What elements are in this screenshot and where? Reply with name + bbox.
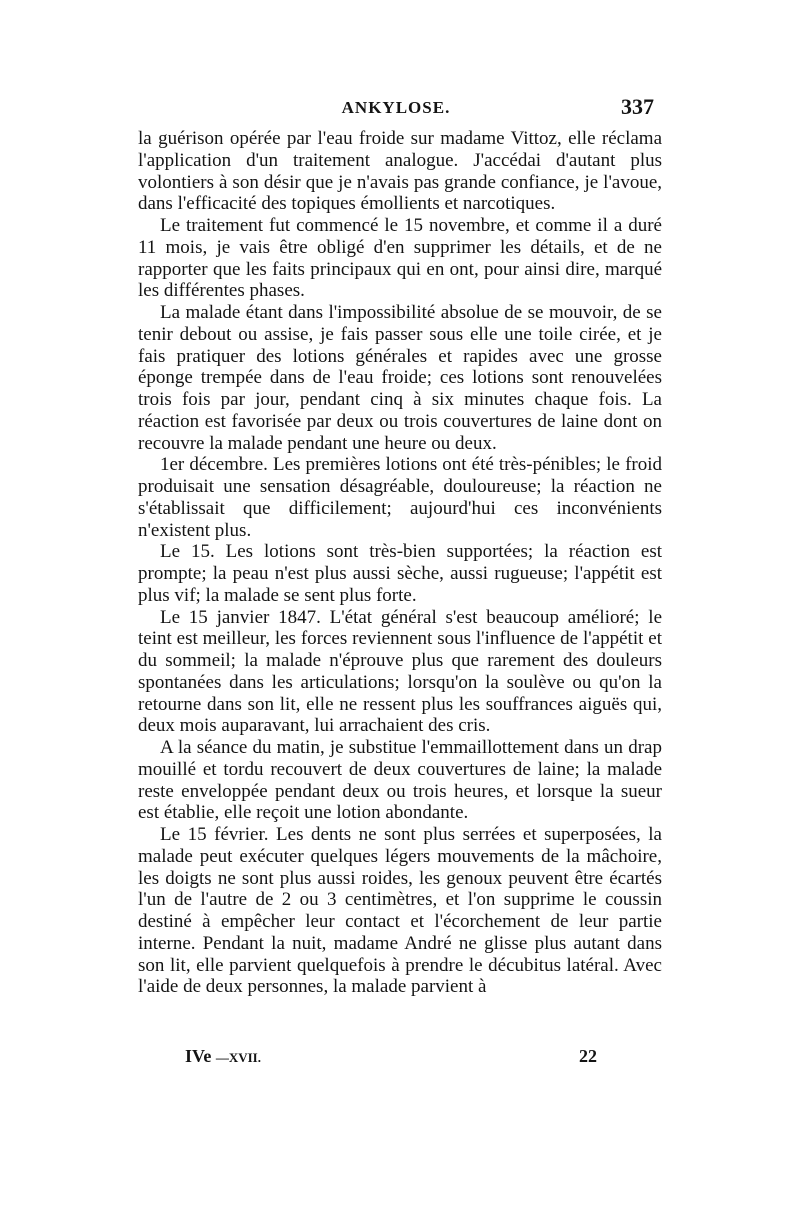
paragraph: A la séance du matin, je substitue l'emmaillottement dans un drap mouillé et tordu recouvert de deux couvertures de laine; la malade reste enveloppée pendant deux ou trois heures, et lorsque la sueur est établie, elle reçoit une lotion abondante. — [138, 737, 662, 824]
sheet-number: 22 — [579, 1046, 597, 1066]
page-footer — [185, 1046, 597, 1072]
signature-mark — [185, 1046, 261, 1067]
paragraph: Le 15 janvier 1847. L'état général s'est beaucoup amélioré; le teint est meilleur, les forces reviennent sous l'influence de l'appétit et du sommeil; la malade n'éprouve plus que rarement des douleurs spontanées dans les articulations; lorsqu'on la soulève ou qu'on la retourne dans son lit, elle ne ressent plus les souffrances aiguës qui, deux mois auparavant, lui arrachaient des cris. — [138, 606, 662, 737]
body-text — [138, 128, 662, 998]
paragraph: Le 15 février. Les dents ne sont plus serrées et superposées, la malade peut exécuter quelques légers mouvements de la mâchoire, les doigts ne sont plus aussi roides, les genoux peuvent être écartés l'un de l'autre de 2 ou 3 centimètres, et l'on supprime le coussin destiné à empêcher leur contact et l'écorchement de leur partie interne. Pendant la nuit, madame André ne glisse plus autant dans son lit, elle parvient quelquefois à prendre le décubitus latéral. Avec l'aide de deux personnes, la malade parvient à — [138, 824, 662, 998]
paragraph: la guérison opérée par l'eau froide sur madame Vittoz, elle réclama l'application d'un traitement analogue. J'accédai d'autant plus volontiers à son désir que je n'avais pas grande confiance, je l'avoue, dans l'efficacité des topiques émollients et narcotiques. — [138, 128, 662, 215]
page-number: 337 — [621, 94, 654, 119]
paragraph: Le traitement fut commencé le 15 novembre, et comme il a duré 11 mois, je vais être obligé d'en supprimer les détails, et de ne rapporter que les faits principaux qui en ont, pour ainsi dire, marqué les différentes phases. — [138, 215, 662, 302]
paragraph: La malade étant dans l'impossibilité absolue de se mouvoir, de se tenir debout ou assise, je fais passer sous elle une toile cirée, et je fais pratiquer des lotions générales et rapides avec une grosse éponge trempée dans de l'eau froide; ces lotions sont renouvelées trois fois par jour, pendant cinq à six minutes chaque fois. La réaction est favorisée par deux ou trois couvertures de laine dont on recouvre la malade pendant une heure ou deux. — [138, 302, 662, 454]
page-header — [138, 94, 654, 124]
paragraph: Le 15. Les lotions sont très-bien supportées; la réaction est prompte; la peau n'est plus aussi sèche, aussi rugueuse; l'appétit est plus vif; la malade se sent plus forte. — [138, 541, 662, 606]
signature-main: IVe — [185, 1046, 212, 1066]
signature-sub: —XVII. — [215, 1050, 261, 1065]
running-title: ANKYLOSE. — [341, 98, 451, 117]
paragraph: 1er décembre. Les premières lotions ont été très-pénibles; le froid produisait une sensation désagréable, douloureuse; la réaction ne s'établissait que difficilement; aujourd'hui ces inconvénients n'existent plus. — [138, 454, 662, 541]
